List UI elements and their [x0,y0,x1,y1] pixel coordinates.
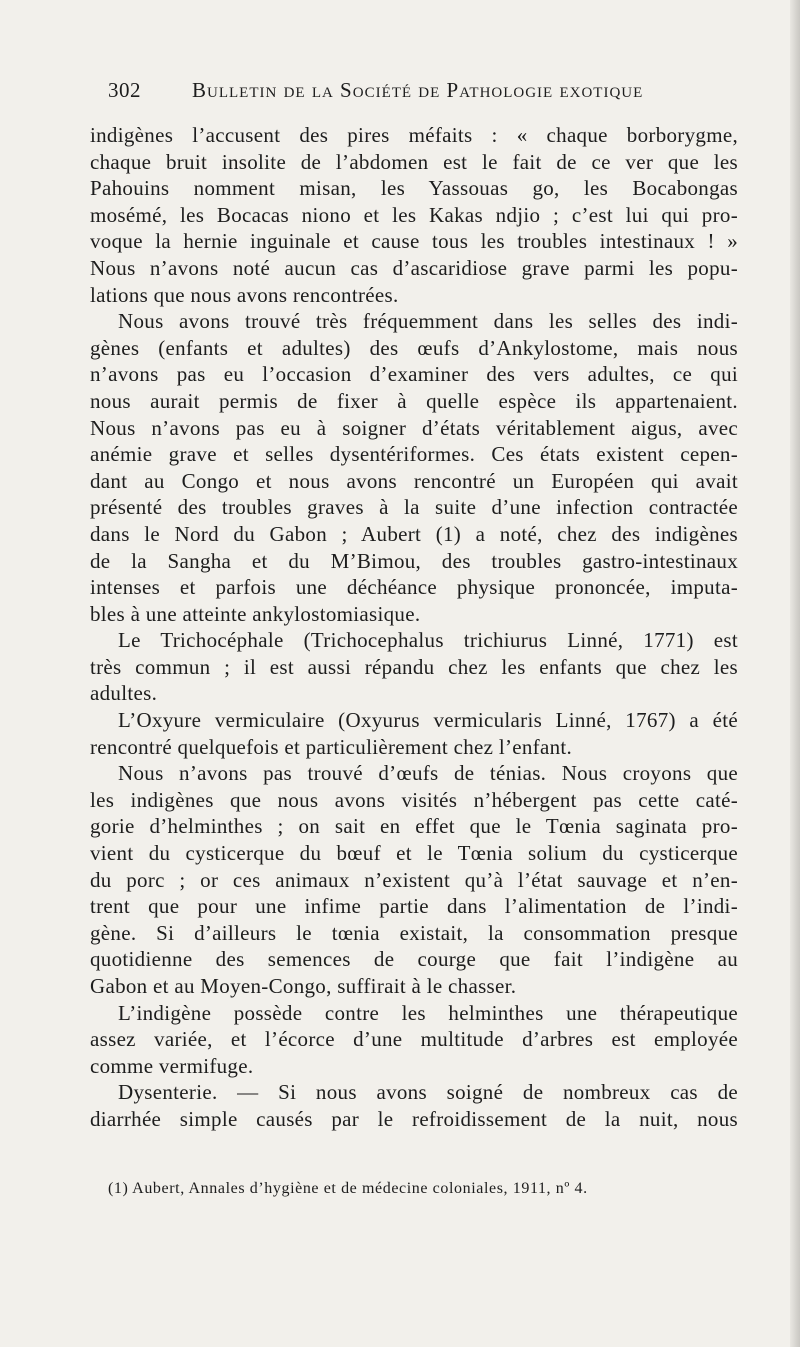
text-line: L’indigène possède contre les helminthes une thérapeutique [118,1000,738,1025]
text-line: assez variée, et l’écorce d’une multitude d’arbres est employée [90,1027,738,1052]
text-line: indigènes l’accusent des pires méfaits : « chaque borborygme, [90,123,738,147]
text-line: intenses et parfois une déchéance physique prononcée, imputa- [90,575,738,600]
text-line: chaque bruit insolite de l’abdomen est le fait de ce ver que les [90,149,738,174]
text-line: trent que pour une infime partie dans l’alimentation de l’indi- [90,894,738,919]
running-title: Bulletin de la Société de Pathologie exotique [192,78,644,102]
text-line: bles à une atteinte ankylostomiasique. [90,601,421,626]
text-line: gorie d’helminthes ; on sait en effet que le Tœnia saginata pro- [90,814,738,839]
text-line: L’Oxyure vermiculaire (Oxyurus vermicularis Linné, 1767) a été [118,708,738,733]
text-line: les indigènes que nous avons visités n’hébergent pas cette caté- [90,787,738,812]
text-line: diarrhée simple causés par le refroidissement de la nuit, nous [90,1106,738,1131]
text-line: Pahouins nomment misan, les Yassouas go, les Bocabongas [90,176,738,201]
text-line: Nous avons trouvé très fréquemment dans les selles des indi- [118,309,738,334]
text-line: dans le Nord du Gabon ; Aubert (1) a noté, chez des indigènes [90,521,738,546]
text-line: présenté des troubles graves à la suite d’une infection contractée [90,495,738,520]
text-line: vient du cysticerque du bœuf et le Tœnia solium du cysticerque [90,841,738,866]
text-line: gènes (enfants et adultes) des œufs d’Ankylostome, mais nous [90,335,738,360]
text-line: adultes. [90,681,158,706]
text-line: rencontré quelquefois et particulièrement chez l’enfant. [90,734,573,759]
page-edge-shadow [790,0,800,1347]
text-line: n’avons pas eu l’occasion d’examiner des vers adultes, ce qui [90,362,738,387]
text-line: Gabon et au Moyen-Congo, suffirait à le chasser. [90,974,517,998]
text-line: Le Trichocéphale (Trichocephalus trichiurus Linné, 1771) est [118,628,738,653]
text-line: mosémé, les Bocacas niono et les Kakas ndjio ; c’est lui qui pro- [90,202,738,227]
text-line: anémie grave et selles dysentériformes. Ces états existent cepen- [90,442,738,467]
page-number: 302 [108,78,141,102]
footnote: (1) Aubert, Annales d’hygiène et de médecine coloniales, 1911, nº 4. [108,1180,588,1197]
text-line: Nous n’avons pas trouvé d’œufs de ténias. Nous croyons que [118,761,738,786]
text-line: Dysenterie. — Si nous avons soigné de nombreux cas de [118,1080,738,1105]
text-line: très commun ; il est aussi répandu chez les enfants que chez les [90,654,738,679]
text-line: nous aurait permis de fixer à quelle espèce ils appartenaient. [90,388,738,413]
running-header [108,78,738,108]
text-line: voque la hernie inguinale et cause tous les troubles intestinaux ! » [90,229,738,254]
text-line: quotidienne des semences de courge que fait l’indigène au [90,947,738,972]
text-line: de la Sangha et du M’Bimou, des troubles gastro-intestinaux [90,548,738,573]
text-line: du porc ; or ces animaux n’existent qu’à l’état sauvage et n’en- [90,867,738,892]
text-line: Nous n’avons noté aucun cas d’ascaridiose grave parmi les popu- [90,255,738,280]
text-line: comme vermifuge. [90,1053,254,1078]
body-text [90,122,738,1133]
text-line: dant au Congo et nous avons rencontré un Européen qui avait [90,468,738,493]
text-line: gène. Si d’ailleurs le tœnia existait, la consommation presque [90,920,738,945]
text-line: lations que nous avons rencontrées. [90,282,399,307]
text-line: Nous n’avons pas eu à soigner d’états véritablement aigus, avec [90,415,738,440]
